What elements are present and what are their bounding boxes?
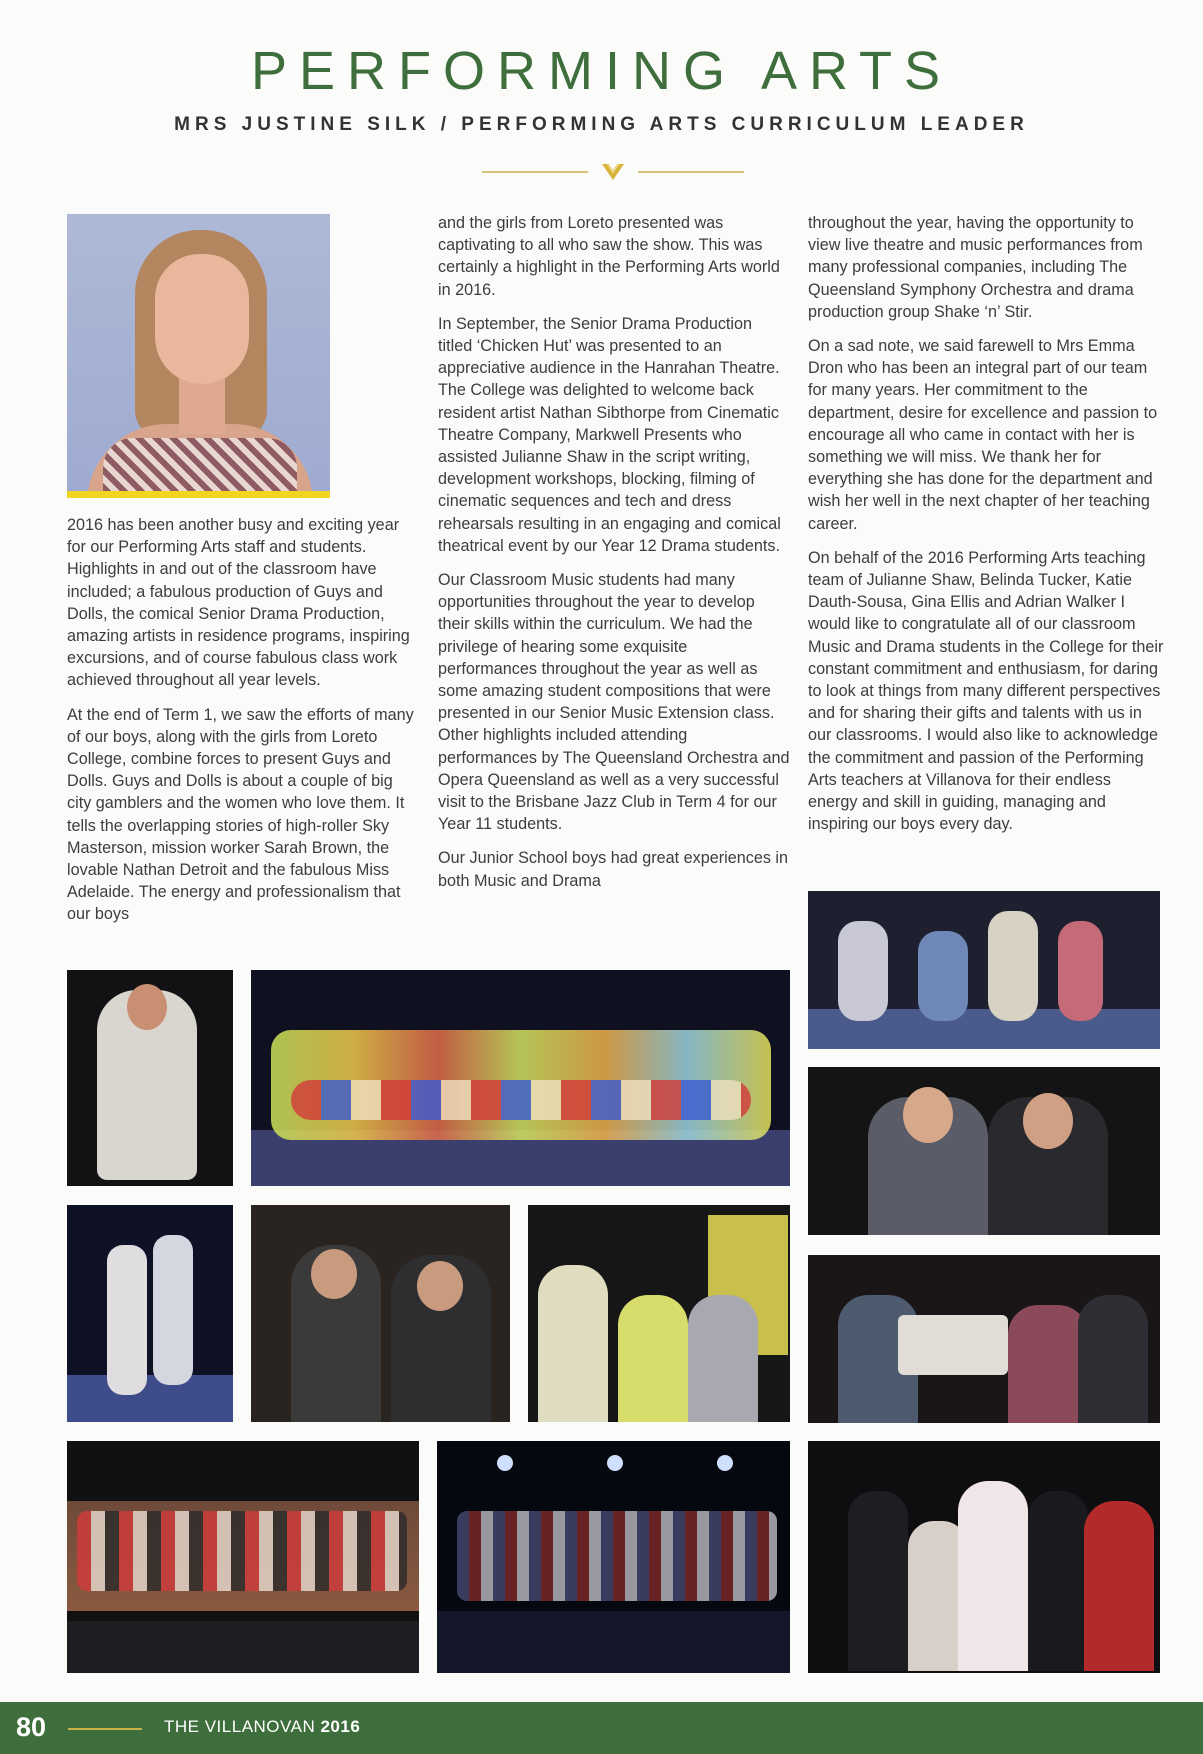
page-subtitle: MRS JUSTINE SILK / PERFORMING ARTS CURRICULUM LEADER [174, 114, 1029, 135]
paragraph: 2016 has been another busy and exciting year for our Performing Arts staff and students. Highlights in and out of the classroom have included; a fabulous production of Guys and Dolls, the comical Senior Drama Production, amazing artists in residence programs, inspiring excursions, and of course fabulous class work achieved throughout all year levels. [67, 516, 410, 690]
portrait-accent-bar [67, 491, 330, 498]
stage-photo [251, 1205, 510, 1422]
paragraph: Our Classroom Music students had many opportunities throughout the year to develop their skills within the curriculum. We had the privilege of hearing some exquisite performances throughout the year as well as some amazing student compositions that were presented in our Senior Music Extension class. Other highlights included attending performances by The Queensland Orchestra and Opera Queensland as well as a very successful visit to the Brisbane Jazz Club in Term 4 for our Year 11 students. [438, 571, 790, 834]
paragraph: Our Junior School boys had great experiences in both Music and Drama [438, 849, 789, 890]
stage-photo [437, 1441, 790, 1673]
stage-photo [251, 970, 790, 1186]
article-column-middle [438, 212, 790, 904]
stage-photo [67, 1205, 233, 1422]
stage-photo [808, 1255, 1160, 1423]
paragraph: On a sad note, we said farewell to Mrs Emma Dron who has been an integral part of our team for many years. Her commitment to the department, desire for excellence and passion to encourage all who came in contact with her is something we will miss. We thank her for everything she has done for the department and wish her well in the next chapter of her teaching career. [808, 337, 1158, 533]
stage-photo [67, 970, 233, 1186]
publication-year: 2016 [320, 1717, 361, 1736]
stage-photo [808, 891, 1160, 1049]
stage-photo [67, 1441, 419, 1673]
paragraph: In September, the Senior Drama Production titled ‘Chicken Hut’ was presented to an appreciative audience in the Hanrahan Theatre. The College was delighted to welcome back resident artist Nathan Sibthorpe from Cinematic Theatre Company, Markwell Presents who assisted Julianne Shaw in the script writing, development workshops, blocking, filming of cinematic sequences and tech and dress rehearsals resulting in an engaging and comical theatrical event by our Year 12 Drama students. [438, 314, 781, 555]
stage-photo [808, 1067, 1160, 1235]
stage-photo [808, 1441, 1160, 1673]
stage-photo [528, 1205, 790, 1422]
paragraph: On behalf of the 2016 Performing Arts teaching team of Julianne Shaw, Belinda Tucker, Katie Dauth-Sousa, Gina Ellis and Adrian Walker I would like to congratulate all of our classroom Music and Drama students in the College for their constant commitment and enthusiasm, for daring to look at things from many different perspectives and for sharing their gifts and talents with us in our classrooms. I would also like to acknowledge the commitment and passion of the Performing Arts teachers at Villanova for their endless energy and skill in guiding, managing and inspiring our boys every day. [808, 548, 1164, 834]
portrait-photo [67, 214, 330, 498]
page-number: 80 [16, 1712, 47, 1742]
article-column-right [808, 212, 1164, 847]
page-title: PERFORMING ARTS [250, 41, 953, 101]
publication-name [164, 1717, 360, 1737]
article-column-left [67, 514, 415, 938]
paragraph: throughout the year, having the opportunity to view live theatre and music performances from many professional companies, including The Queensland Symphony Orchestra and drama production group Shake ‘n’ Stir. [808, 214, 1143, 321]
footer-rule [68, 1728, 142, 1730]
publication-title: THE VILLANOVAN [164, 1717, 316, 1736]
divider-ornament-icon [480, 160, 746, 184]
paragraph: and the girls from Loreto presented was captivating to all who saw the show. This was certainly a highlight in the Performing Arts world in 2016. [438, 214, 780, 299]
page-footer [0, 1702, 1203, 1754]
paragraph: At the end of Term 1, we saw the efforts of many of our boys, along with the girls from Loreto College, combine forces to present Guys and Dolls. Guys and Dolls is about a couple of big city gamblers and the women who love them. It tells the overlapping stories of high-roller Sky Masterson, mission worker Sarah Brown, the lovable Nathan Detroit and the fabulous Miss Adelaide. The energy and professionalism that our boys [67, 705, 414, 924]
